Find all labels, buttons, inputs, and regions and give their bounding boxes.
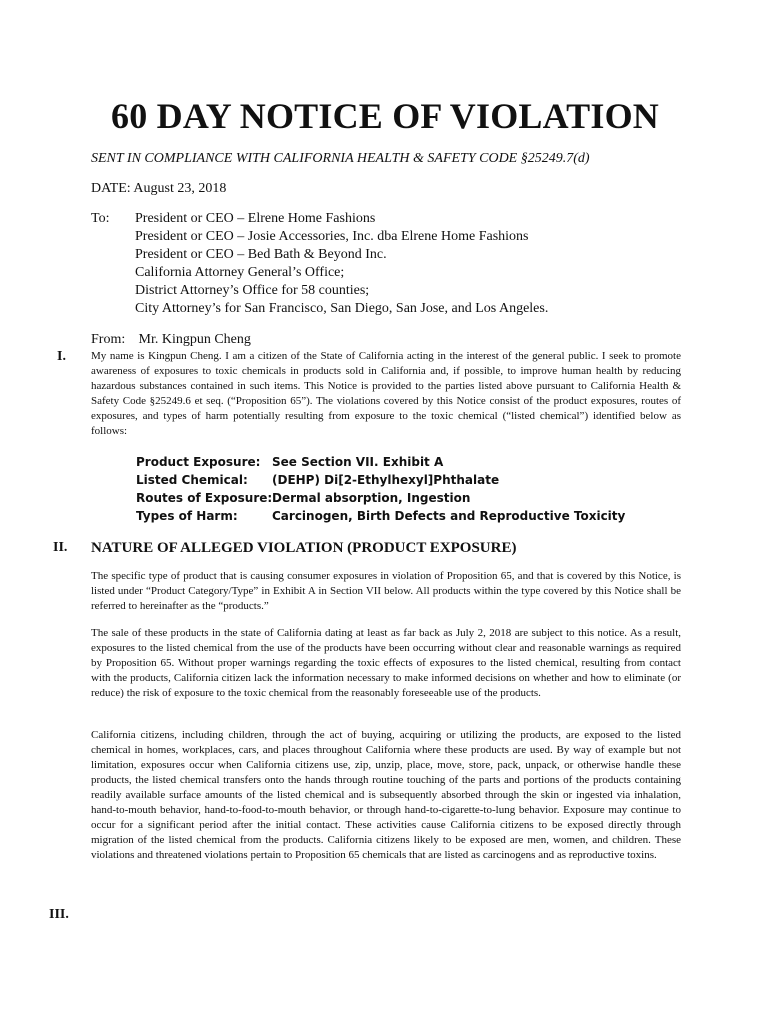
section-2-paragraph: The specific type of product that is causing consumer exposures in violation of Proposition 65, and that is covered by this Notice, is listed under “Product Category/Type” in Exhibit A in Section VII below. All products within the type covered by this Notice shall be referred to hereinafter as the “products.” [91, 570, 681, 612]
recipient-line: California Attorney General’s Office; [135, 265, 345, 280]
from-name: Mr. Kingpun Cheng [138, 332, 251, 347]
section-1-paragraph: My name is Kingpun Cheng. I am a citizen of the State of California acting in the interest of the general public. I seek to promote awareness of exposures to toxic chemicals in products sold in California and, if possible, to improve human health by reducing hazardous substances contained in such items. This Notice is provided to the parties listed above pursuant to California Health & Safety Code §25249.6 et seq. (“Proposition 65”). The violations covered by this Notice consist of the product exposures, routes of exposures, and types of harm potentially resulting from exposure to the toxic chemical (“listed chemical”) identified below as follows: [91, 350, 681, 437]
notice-title: 60 DAY NOTICE OF VIOLATION [111, 96, 659, 136]
section-2-paragraph: The sale of these products in the state of California dating at least as far back as July 2, 2018 are subject to this notice. As a result, exposures to the listed chemical from the use of the products have been occurring without clear and reasonable warnings as required by Proposition 65. Without proper warnings regarding the toxic effects of exposures to the listed chemical, resulting from contact with the products, California citizen lack the information necessary to make informed decisions on whether and how to eliminate (or reduce) the risk of exposure to the toxic chemical from the reasonably foreseeable use of the products. [91, 627, 681, 699]
fact-value: Carcinogen, Birth Defects and Reproductive Toxicity [272, 509, 626, 523]
fact-row [136, 453, 625, 471]
recipient-line: District Attorney’s Office for 58 counties; [135, 283, 370, 298]
recipient-line: City Attorney’s for San Francisco, San Diego, San Jose, and Los Angeles. [135, 301, 549, 316]
recipient-line: President or CEO – Bed Bath & Beyond Inc. [135, 247, 387, 262]
fact-row [136, 507, 625, 525]
recipient-list [135, 210, 548, 318]
section-2-heading: NATURE OF ALLEGED VIOLATION (PRODUCT EXPOSURE) [91, 540, 517, 556]
fact-key: Routes of Exposure: [136, 491, 273, 505]
section-2-paragraph: California citizens, including children, through the act of buying, acquiring or utilizing the products, are exposed to the listed chemical in homes, workplaces, cars, and places throughout California where these products are used. By way of example but not limitation, exposures occur when California citizens use, zip, unzip, place, move, store, pack, unpack, or otherwise handle these products, the listed chemical transfers onto the hands through routine touching of the parts and portions of the products containing readily available surface amounts of the listed chemical and is subsequently absorbed through the skin or ingested via inhalation, hand-to-mouth behavior, hand-to-food-to-mouth behavior, or through hand-to-cigarette-to-lung behavior. Exposure may continue to occur for a significant period after the initial contact. These activities cause California citizens to be exposed directly through migration of the listed chemical from the products. California citizens likely to be exposed are men, women, and children. These violations and threatened violations pertain to Proposition 65 chemicals that are listed as carcinogens and as reproductive toxins. [91, 729, 681, 861]
section-number-2: II. [53, 540, 68, 555]
fact-row [136, 471, 625, 489]
recipient-line: President or CEO – Elrene Home Fashions [135, 211, 376, 226]
fact-key: Product Exposure: [136, 455, 261, 469]
recipient-line: President or CEO – Josie Accessories, Inc. dba Elrene Home Fashions [135, 229, 529, 244]
fact-row [136, 489, 625, 507]
fact-value: (DEHP) Di[2-Ethylhexyl]Phthalate [272, 473, 500, 487]
section-number-3: III. [49, 907, 69, 922]
fact-value: Dermal absorption, Ingestion [272, 491, 471, 505]
from-label: From: [91, 332, 126, 347]
fact-value: See Section VII. Exhibit A [272, 455, 444, 469]
from-line [91, 331, 251, 349]
fact-key: Listed Chemical: [136, 473, 248, 487]
notice-date: DATE: August 23, 2018 [91, 181, 227, 196]
to-label: To: [91, 211, 110, 226]
violation-facts-table [136, 453, 625, 525]
fact-key: Types of Harm: [136, 509, 238, 523]
section-number-1: I. [57, 349, 66, 364]
notice-subtitle: SENT IN COMPLIANCE WITH CALIFORNIA HEALTH & SAFETY CODE §25249.7(d) [91, 151, 590, 166]
